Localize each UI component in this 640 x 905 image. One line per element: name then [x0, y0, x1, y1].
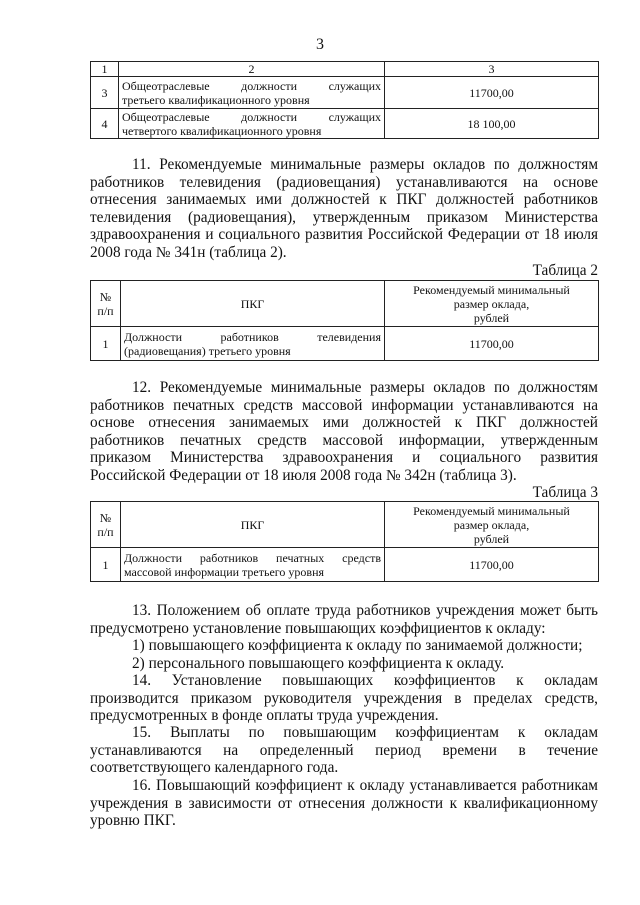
row-name-line: Общеотраслевые должности служащих — [122, 78, 381, 93]
row-number: 3 — [91, 77, 119, 109]
table-header-row — [91, 281, 599, 327]
row-number: 1 — [91, 548, 121, 582]
header-line: рублей — [473, 531, 510, 546]
page-number: 3 — [316, 36, 324, 53]
text-line: устанавливаются на определенный период времени в течение — [90, 741, 598, 759]
text-line: предусмотренных в фонде оплаты труда учреждения. — [90, 707, 439, 725]
text-line: 14. Установление повышающих коэффициентов к окладам — [132, 672, 598, 689]
table-1 — [90, 61, 599, 139]
header-line: размер оклада, — [453, 517, 530, 532]
row-number: 4 — [91, 109, 119, 139]
paragraph-11 — [90, 156, 598, 262]
header-pkg: ПКГ — [121, 281, 385, 327]
header-recommended — [385, 502, 599, 548]
paragraph-16 — [90, 777, 598, 830]
header-pkg: ПКГ — [121, 502, 385, 548]
row-value: 18 100,00 — [385, 109, 599, 139]
header-line: рублей — [473, 310, 510, 325]
text-line: 16. Повышающий коэффициент к окладу устанавливается работникам — [132, 777, 598, 794]
text-line: 12. Рекомендуемые минимальные размеры окладов по должностям — [132, 379, 598, 396]
text-line: приказом Министерства здравоохранения и социального развития — [90, 449, 598, 467]
paragraph-14 — [90, 672, 598, 725]
row-name — [119, 77, 385, 109]
paragraph-12 — [90, 379, 598, 485]
table-2 — [90, 280, 599, 361]
text-line: 11. Рекомендуемые минимальные размеры окладов по должностям — [132, 156, 598, 173]
row-value: 11700,00 — [385, 327, 599, 361]
text-line: 15. Выплаты по повышающим коэффициентам к окладам — [132, 724, 598, 741]
text-line: работников телевидения (радиовещания) устанавливаются на основе — [90, 173, 598, 191]
header-line: размер оклада, — [453, 296, 530, 311]
text-line: основе отнесения занимаемых ими должностей к ПКГ должностей — [90, 414, 598, 432]
paragraph-13 — [90, 602, 598, 672]
header-line: Рекомендуемый минимальный — [413, 282, 570, 297]
paragraph-15 — [90, 724, 598, 777]
table-row — [91, 77, 599, 109]
text-line: соответствующего календарного года. — [90, 759, 339, 777]
row-name — [121, 548, 385, 582]
text-line: 13. Положением об оплате труда работников учреждения может быть — [132, 602, 598, 619]
header-num: № п/п — [91, 281, 121, 327]
header-cell: 3 — [385, 62, 599, 77]
text-line: Российской Федерации от 18 июля 2008 года № 342н (таблица 3). — [90, 466, 517, 484]
text-line: предусмотрено установление повышающих коэффициентов к окладу: — [90, 619, 546, 637]
text-line: учреждения в зависимости от отнесения должности к квалификационному — [90, 794, 598, 812]
header-recommended — [385, 281, 599, 327]
row-value: 11700,00 — [385, 548, 599, 582]
text-line: здравоохранения и социального развития Российской Федерации от 18 июля — [90, 226, 598, 244]
text-line: телевидения (радиовещания), утвержденным приказом Министерства — [90, 208, 598, 226]
text-line: 2008 года № 341н (таблица 2). — [90, 243, 287, 261]
header-cell: 1 — [91, 62, 119, 77]
row-name-line: четвертого квалификационного уровня — [122, 123, 322, 138]
row-name-line: Общеотраслевые должности служащих — [122, 109, 381, 124]
row-name-line: Должности работников печатных средств — [124, 550, 381, 565]
table-row — [91, 327, 599, 361]
text-line: уровню ПКГ. — [90, 812, 176, 830]
text-line: производится приказом руководителя учреждения в пределах средств, — [90, 689, 598, 707]
table-2-caption: Таблица 2 — [532, 262, 598, 279]
row-name-line: (радиовещания) третьего уровня — [124, 343, 291, 358]
table-header-row — [91, 502, 599, 548]
row-name — [121, 327, 385, 361]
header-cell: 2 — [119, 62, 385, 77]
text-line: отнесения занимаемых ими должностей к ПКГ должностей работников — [90, 191, 598, 209]
row-value: 11700,00 — [385, 77, 599, 109]
text-line: 2) персонального повышающего коэффициента к окладу. — [132, 654, 505, 672]
header-line: Рекомендуемый минимальный — [413, 503, 570, 518]
table-row — [91, 548, 599, 582]
table-header-row — [91, 62, 599, 77]
text-line: работников печатных средств массовой информации устанавливаются на — [90, 396, 598, 414]
table-row — [91, 109, 599, 139]
table-3 — [90, 501, 599, 582]
row-name-line: массовой информации третьего уровня — [124, 564, 325, 579]
header-num: № п/п — [91, 502, 121, 548]
row-name — [119, 109, 385, 139]
row-number: 1 — [91, 327, 121, 361]
row-name-line: Должности работников телевидения — [124, 329, 381, 344]
text-line: 1) повышающего коэффициента к окладу по занимаемой должности; — [132, 637, 583, 655]
table-3-caption: Таблица 3 — [532, 484, 598, 501]
row-name-line: третьего квалификационного уровня — [122, 92, 310, 107]
text-line: работников печатных средств массовой информации, утвержденным — [90, 431, 598, 449]
